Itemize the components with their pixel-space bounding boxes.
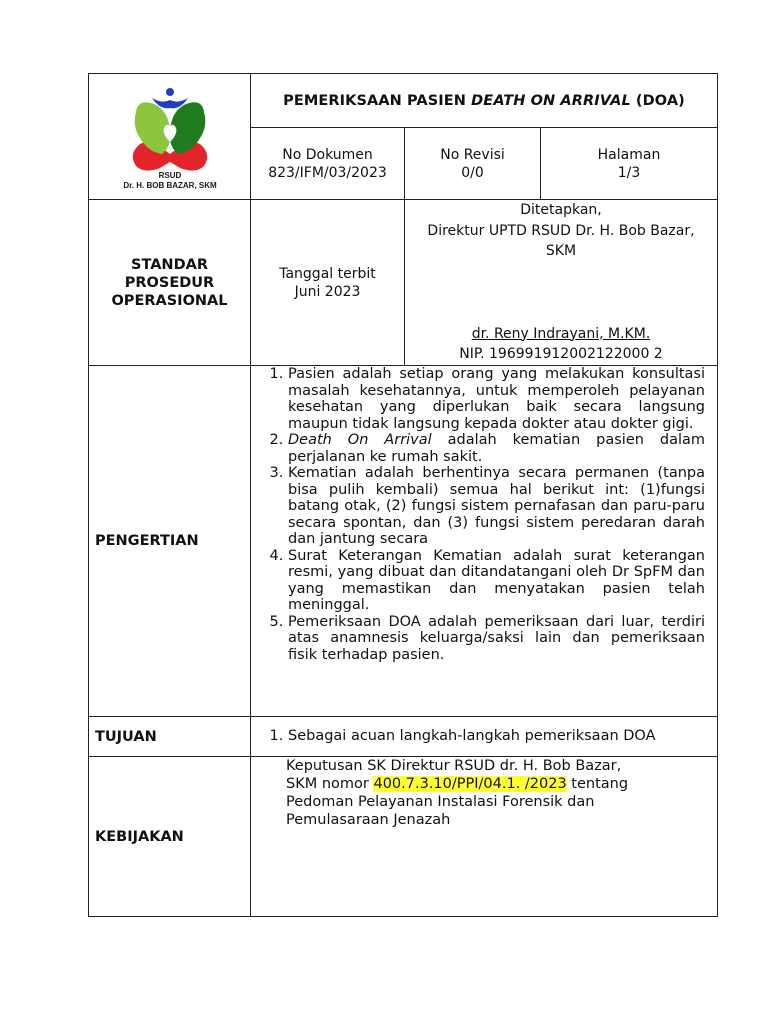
doc-number-label: No Dokumen (282, 146, 373, 163)
pengertian-content (251, 366, 718, 717)
sop-label-line3: OPERASIONAL (111, 292, 228, 309)
kebijakan-content (251, 757, 718, 917)
issue-date-cell (251, 200, 405, 366)
pengertian-item-3: 3. Kematian adalah berhentinya secara permanen (tanpa bisa pulih kembali) semua hal berikut int: (1)fungsi batang otak, (2) fungsi sistem pernafasan dan paru-paru secara spontan, dan (3) fungsi sistem peredaran darah dan jantung secara (288, 465, 705, 548)
rsud-logo-icon (122, 82, 218, 192)
tujuan-content (251, 717, 718, 757)
kebijakan-label: KEBIJAKAN (89, 757, 251, 917)
revision-value: 0/0 (461, 164, 484, 181)
signer-name: dr. Reny Indrayani, M.KM. (471, 325, 651, 342)
tujuan-list (251, 728, 717, 745)
sop-label-line1: STANDAR (131, 256, 208, 273)
page-value: 1/3 (617, 164, 641, 181)
pengertian-item-2-term: Death On Arrival (288, 432, 432, 448)
pengertian-item-5: 5. Pemeriksaan DOA adalah pemeriksaan dari luar, terdiri atas anamnesis keluarga/saksi lain dan pemeriksaan fisik terhadap pasien. (288, 614, 705, 664)
tujuan-item-1: 1. Sebagai acuan langkah-langkah pemeriksaan DOA (288, 728, 705, 745)
revision-cell (405, 128, 541, 200)
sop-label-cell (89, 200, 251, 366)
tujuan-label: TUJUAN (89, 717, 251, 757)
approval-title-cont: SKM (545, 243, 577, 259)
doc-number-cell (251, 128, 405, 200)
document-title (251, 74, 718, 128)
title-suffix: (DOA) (630, 92, 685, 109)
pengertian-label: PENGERTIAN (89, 366, 251, 717)
page-cell (541, 128, 718, 200)
kebijakan-text-after: tentang Pedoman Pelayanan Instalasi Forensik dan Pemulasaraan Jenazah (286, 776, 629, 828)
issue-date-value: Juni 2023 (294, 283, 361, 300)
page-label: Halaman (597, 146, 661, 163)
signer-nip: NIP. 196991912002122000 2 (459, 346, 663, 362)
kebijakan-text-before: Keputusan SK Direktur RSUD dr. H. Bob Bazar, SKM nomor (286, 758, 622, 792)
revision-label: No Revisi (440, 146, 505, 163)
kebijakan-sk-number: 400.7.3.10/PPI/04.1. /2023 (373, 776, 567, 792)
issue-date-label: Tanggal terbit (279, 265, 376, 282)
logo-cell (89, 74, 251, 200)
title-italic: DEATH ON ARRIVAL (471, 92, 631, 109)
pengertian-list (251, 366, 717, 663)
pengertian-item-4: 4. Surat Keterangan Kematian adalah surat keterangan resmi, yang dibuat dan ditandatangani oleh Dr SpFM dan yang memastikan dan menyatakan pasien telah meninggal. (288, 548, 705, 614)
approval-set-by: Ditetapkan, (520, 202, 602, 218)
logo-text-rsud: RSUD (158, 170, 181, 180)
sop-table (88, 73, 718, 917)
doc-number-value: 823/IFM/03/2023 (268, 164, 387, 181)
logo-text-name: Dr. H. BOB BAZAR, SKM (122, 180, 217, 190)
sop-document (88, 73, 717, 917)
approval-title: Direktur UPTD RSUD Dr. H. Bob Bazar, (427, 222, 695, 239)
pengertian-item-2-text: adalah kematian pasien dalam perjalanan ke rumah sakit. (288, 432, 706, 465)
sop-label-line2: PROSEDUR (124, 274, 215, 291)
approval-cell (405, 200, 718, 366)
pengertian-item-1: 1. Pasien adalah setiap orang yang melakukan konsultasi masalah kesehatannya, untuk memperoleh pelayanan kesehatan yang diperlukan baik secara langsung maupun tidak langsung kepada dokter atau dokter gigi. (288, 366, 705, 432)
title-prefix: PEMERIKSAAN PASIEN (283, 92, 472, 109)
pengertian-item-2 (288, 432, 705, 465)
